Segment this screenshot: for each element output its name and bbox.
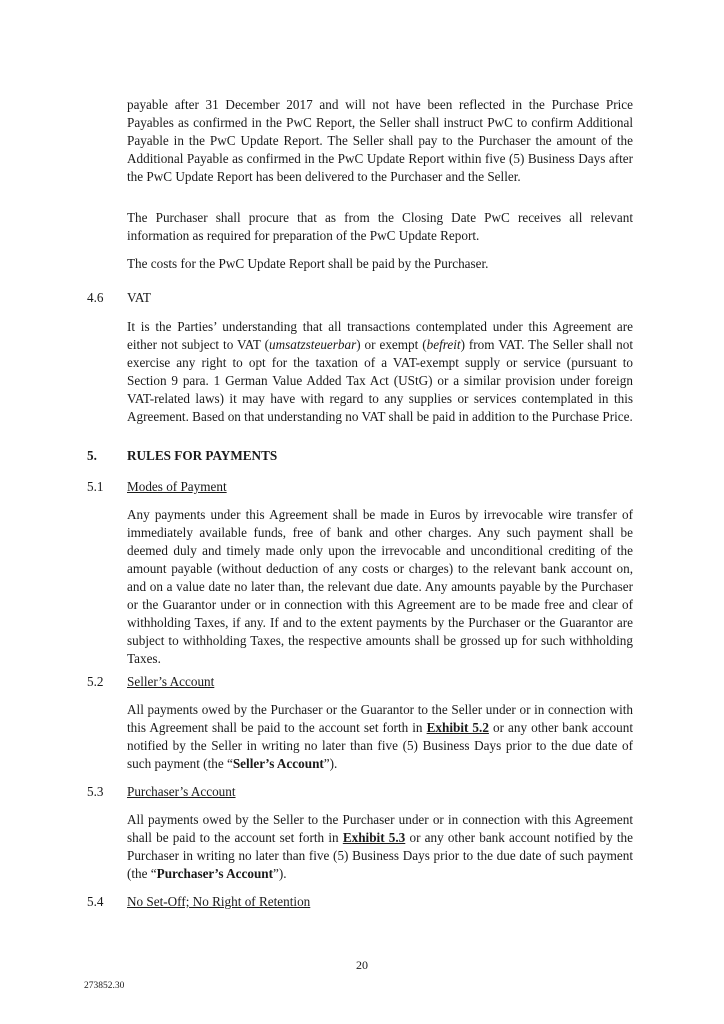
intro-paragraph-2: The Purchaser shall procure that as from the Closing Date PwC receives all relevant information as required for preparation of the PwC Update Report. <box>127 210 633 243</box>
term-umsatzsteuerbar: umsatzsteuerbar <box>269 337 357 352</box>
section-5-1-text: Any payments under this Agreement shall be made in Euros by irrevocable wire transfer of immediately available funds, free of bank and other charges. Any such payment shall be deemed duly and timely made only upon the irrevocable and unconditional crediting of the amount payable (without deduction of any costs or charges) to the relevant bank account on, and on a value date no later than, the relevant due date. Any amounts payable by the Purchaser or the Guarantor under or in connection with this Agreement are to be made free and clear of withholding Taxes, if any. If and to the extent payments by the Purchaser or the Guarantor are subject to withholding Taxes, the respective amounts shall be grossed up for such withholding Taxes. <box>127 507 633 666</box>
section-5-3-number: 5.3 <box>87 784 104 799</box>
section-5-3-title: Purchaser’s Account <box>127 784 236 799</box>
section-5-1-title: Modes of Payment <box>127 479 227 494</box>
defined-term-sellers-account: Seller’s Account <box>232 756 324 771</box>
term-befreit: befreit <box>426 337 461 352</box>
section-5-4-title: No Set-Off; No Right of Retention <box>127 894 311 909</box>
section-4-6-title: VAT <box>127 290 151 305</box>
section-5-2-text: All payments owed by the Purchaser or the Guarantor to the Seller under or in connection with this Agreement shall be paid to the account set forth in Exhibit 5.2 or any other bank account notified by the Seller in writing no later than five (5) Business Days prior to the due date of such payment (the “Seller’s Account”). <box>127 702 634 771</box>
document-reference: 273852.30 <box>84 981 125 991</box>
section-5-number: 5. <box>87 448 97 463</box>
section-5-3-text: All payments owed by the Seller to the Purchaser under or in connection with this Agreement shall be paid to the account set forth in Exhibit 5.3 or any other bank account notified by the Purchaser in writing no later than five (5) Business Days prior to the due date of such payment (the “Purchaser’s Account”). <box>127 812 633 881</box>
intro-paragraph-1: payable after 31 December 2017 and will not have been reflected in the Purchase Price Payables as confirmed in the PwC Report, the Seller shall instruct PwC to confirm Additional Payable in the PwC Update Report. The Seller shall pay to the Purchaser the amount of the Additional Payable as confirmed in the PwC Update Report within five (5) Business Days after the PwC Update Report has been delivered to the Purchaser and the Seller. <box>127 97 633 184</box>
section-4-6-number: 4.6 <box>87 290 104 305</box>
section-4-6-text: It is the Parties’ understanding that all transactions contemplated under this Agreement are either not subject to VAT (umsatzsteuerbar) or exempt (befreit) from VAT. The Seller shall not exercise any right to opt for the taxation of a VAT-exempt supply or service (pursuant to Section 9 para. 1 German Value Added Tax Act (UStG) or a similar provision under foreign VAT-related laws) it may have with regard to any supplies or services contemplated in this Agreement. Based on that understanding no VAT shall be paid in addition to the Purchase Price. <box>127 319 634 424</box>
section-5-1-number: 5.1 <box>87 479 104 494</box>
section-5-2-number: 5.2 <box>87 674 104 689</box>
section-5-title: RULES FOR PAYMENTS <box>127 448 278 463</box>
section-5-4-number: 5.4 <box>87 894 104 909</box>
intro-paragraph-3: The costs for the PwC Update Report shall be paid by the Purchaser. <box>127 256 489 271</box>
section-5-2-title: Seller’s Account <box>127 674 215 689</box>
exhibit-5-2-ref: Exhibit 5.2 <box>426 720 489 735</box>
page-number: 20 <box>356 958 368 972</box>
exhibit-5-3-ref: Exhibit 5.3 <box>342 830 406 845</box>
defined-term-purchasers-account: Purchaser’s Account <box>156 866 274 881</box>
